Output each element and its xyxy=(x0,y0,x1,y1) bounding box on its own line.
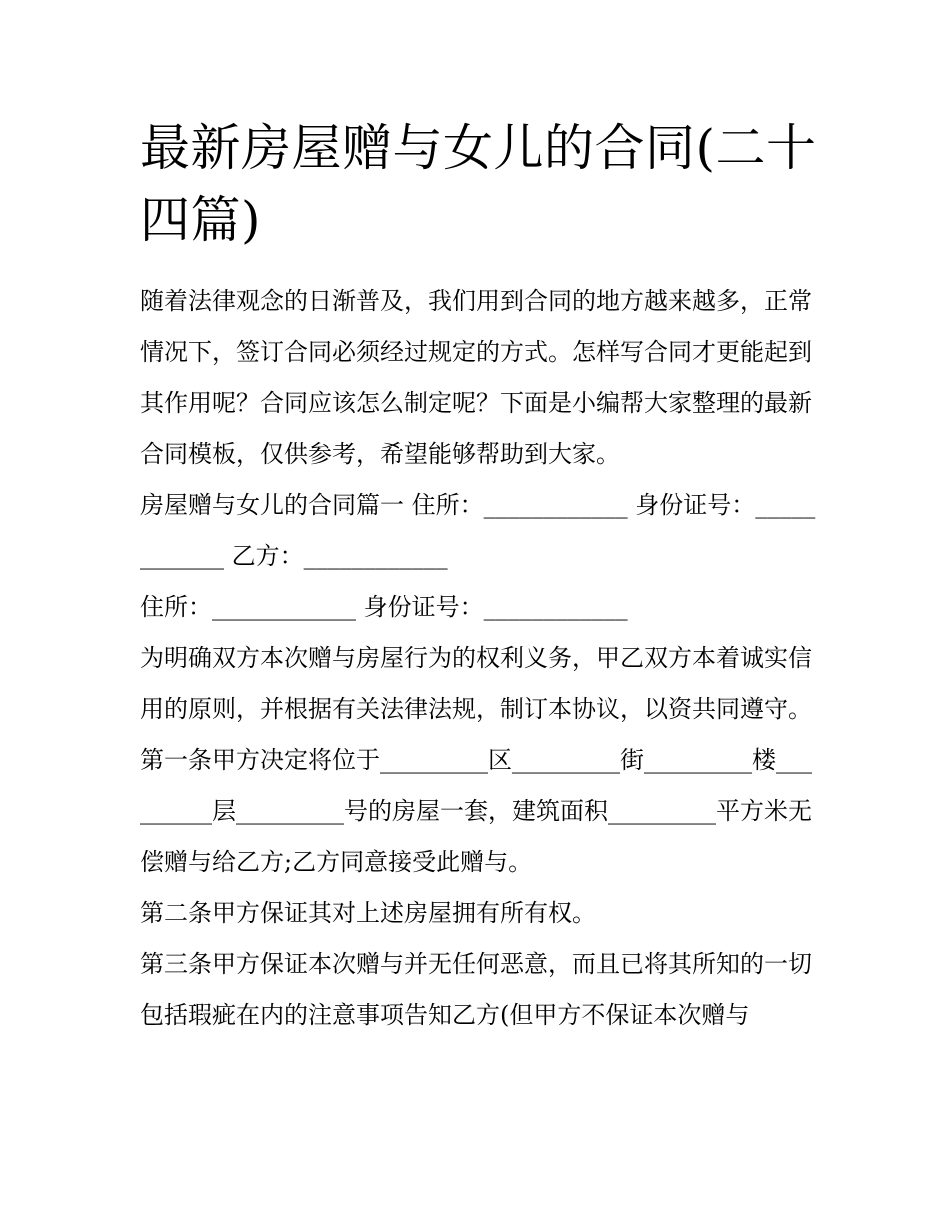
party-a-info-paragraph: 房屋赠与女儿的合同篇一 住所：____________ 身份证号：____________ 乙方：____________ xyxy=(140,491,816,570)
article-1-paragraph: 第一条甲方决定将位于_________区_________街_________楼_________层_________号的房屋一套，建筑面积_________平方米无偿赠与给乙方;乙方同意接受此赠与。 xyxy=(140,746,812,876)
purpose-paragraph: 为明确双方本次赠与房屋行为的权利义务，甲乙双方本着诚实信用的原则，并根据有关法律法规，制订本协议，以资共同遵守。 xyxy=(140,644,812,723)
party-b-address-paragraph: 住所：____________ 身份证号：____________ xyxy=(140,593,628,621)
article-3-paragraph: 第三条甲方保证本次赠与并无任何恶意，而且已将其所知的一切包括瑕疵在内的注意事项告知乙方(但甲方不保证本次赠与 xyxy=(140,950,812,1029)
article-2-paragraph: 第二条甲方保证其对上述房屋拥有所有权。 xyxy=(140,899,596,927)
document-title: 最新房屋赠与女儿的合同(二十四篇) xyxy=(140,119,817,249)
document-page xyxy=(140,112,820,1041)
intro-paragraph: 随着法律观念的日渐普及，我们用到合同的地方越来越多，正常情况下，签订合同必须经过规定的方式。怎样写合同才更能起到其作用呢？合同应该怎么制定呢？下面是小编帮大家整理的最新合同模板，仅供参考，希望能够帮助到大家。 xyxy=(140,287,812,468)
